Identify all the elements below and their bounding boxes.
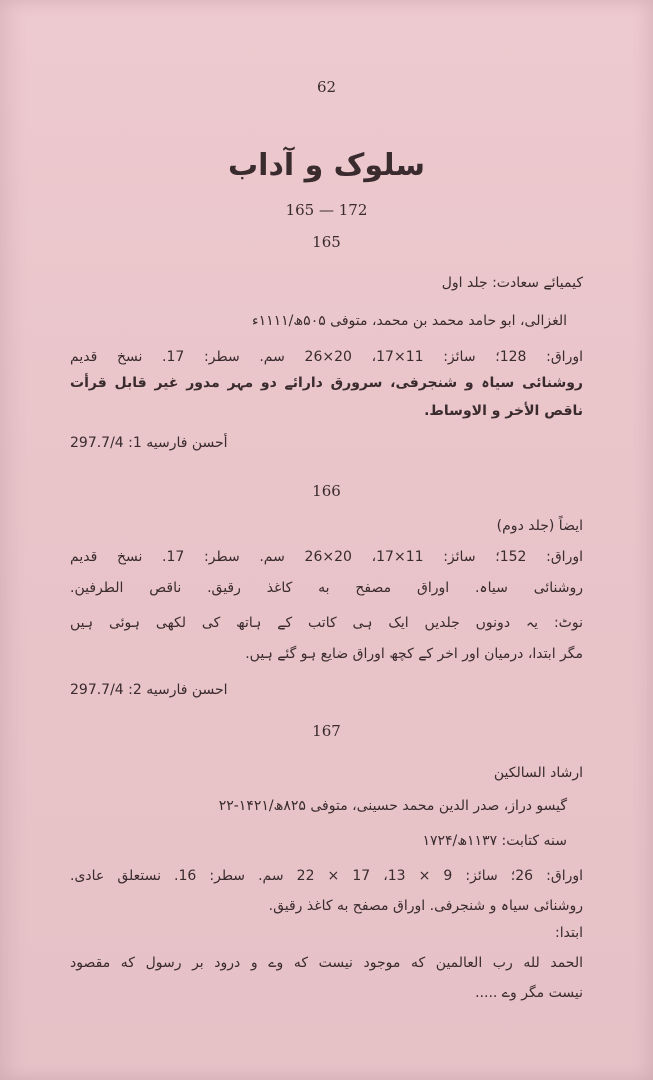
entry-number: 167: [312, 722, 341, 740]
entry-title: کیمیائے سعادت: جلد اول: [441, 275, 583, 291]
entry-title: ارشاد السالکین: [493, 765, 583, 781]
entry-line: اوراق: 152؛ سائز: 11×17، 20×26 سم. سطر: 17. نسخ قدیم: [70, 549, 583, 565]
entry-line: روشنائی سیاہ. اوراق مصفح به کاغذ رقیق. ناقص الطرفین.: [70, 580, 583, 596]
entry-line: اوراق: 26؛ سائز: 9 × 13، 17 × 22 سم. سطر: 16. نستعلق عادی.: [70, 868, 583, 884]
entry-line: اوراق: 128؛ سائز: 11×17، 20×26 سم. سطر: 17. نسخ قدیم: [70, 349, 583, 365]
entry-note: مگر ابتدا، درمیان اور اخر کے کچھ اوراق ضایع ہو گئے ہیں.: [245, 646, 583, 662]
entry-author: الغزالی، ابو حامد محمد بن محمد، متوفی ۵۰۵ھ/۱۱۱۱ء: [252, 313, 567, 329]
entry-number: 165: [312, 233, 341, 251]
entry-author: گیسو دراز، صدر الدین محمد حسینی، متوفی ۸۲۵ھ/۱۴۲۱-۲۲: [218, 798, 567, 814]
section-title: سلوک و آداب: [228, 148, 425, 183]
entry-line: روشنائی سیاہ و شنجرفی. اوراق مصفح به کاغذ رقیق.: [268, 898, 583, 914]
entry-reference: أحسن فارسیه 1: 297.7/4: [70, 435, 228, 451]
page-number: 62: [316, 78, 337, 96]
entry-number: 166: [312, 482, 341, 500]
entry-line: روشنائی سیاہ و شنجرفی، سرورق دارائے دو مہر مدور غیر قابل قرأت: [70, 375, 583, 391]
entry-title: ایضاً (جلد دوم): [496, 518, 583, 534]
entry-reference: احسن فارسیه 2: 297.7/4: [70, 682, 228, 698]
entry-note: نوٹ: یہ دونوں جلدیں ایک ہی کاتب کے ہاتھ کی لکھی ہوئی ہیں: [70, 615, 583, 631]
entry-line: ناقص الأخر و الاوساط.: [424, 403, 583, 419]
entry-date: سنه کتابت: ۱۱۳۷ھ/۱۷۲۴: [422, 833, 567, 849]
entry-range: 165 — 172: [285, 201, 368, 219]
entry-incipit-label: ابتدا:: [555, 925, 583, 941]
entry-incipit: نیست مگر وے .....: [475, 985, 583, 1001]
entry-incipit: الحمد لله رب العالمین که موجود نیست که وے و درود بر رسول که مقصود: [70, 955, 583, 971]
